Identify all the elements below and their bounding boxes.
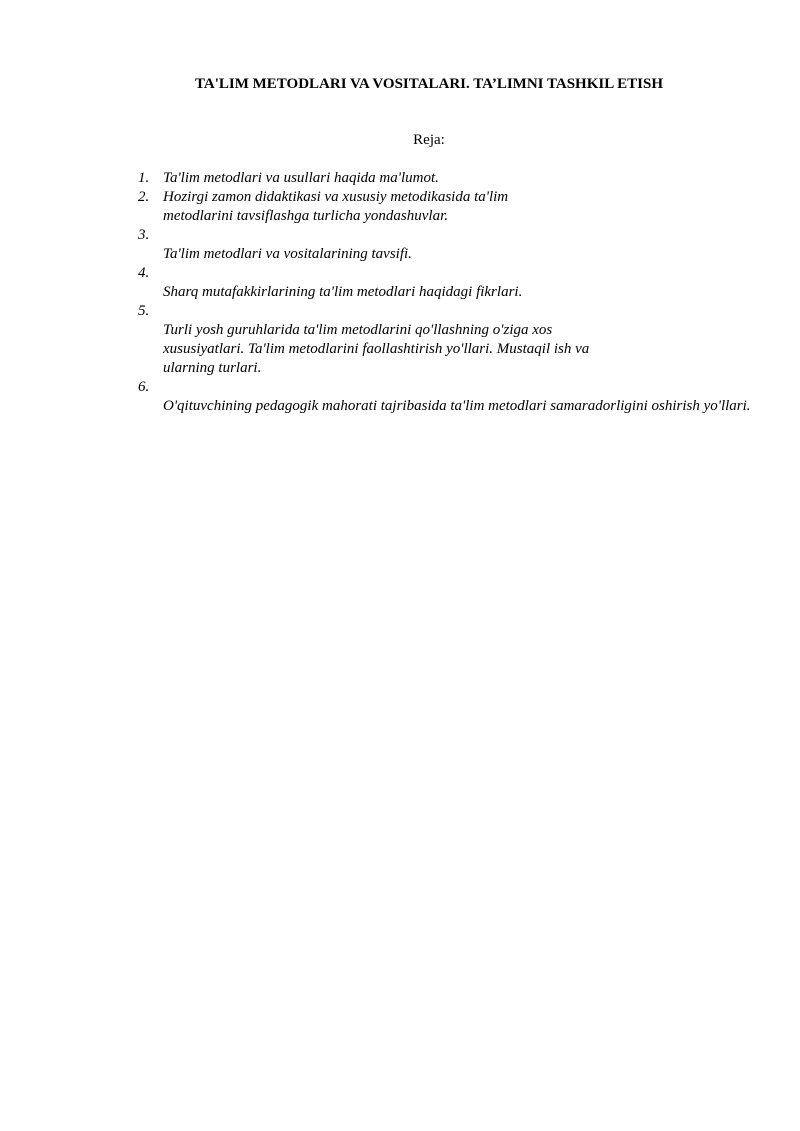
plan-list xyxy=(138,169,758,416)
list-item-text: O'qituvchining pedagogik mahorati tajribasida ta'lim metodlari samaradorligini oshirish yo'llari. xyxy=(163,398,751,414)
list-item-number: 2. xyxy=(138,189,150,205)
list-item-number: 4. xyxy=(138,265,150,281)
plan-heading: Reja: xyxy=(413,132,445,148)
list-item-number: 3. xyxy=(138,227,150,243)
list-item xyxy=(138,264,758,302)
list-item-text: Turli yosh guruhlarida ta'lim metodlarini qo'llashning o'ziga xos xususiyatlari. Ta'lim metodlarini faollashtirish yo'llari. Mustaqil ish va ularning turlari. xyxy=(163,322,590,376)
list-item xyxy=(138,169,758,188)
list-item-text: Sharq mutafakkirlarining ta'lim metodlari haqidagi fikrlari. xyxy=(163,284,523,300)
list-item-text: Hozirgi zamon didaktikasi va xususiy metodikasida ta'lim metodlarini tavsiflashga turlicha yondashuvlar. xyxy=(163,189,509,224)
list-item xyxy=(138,378,758,416)
document-title: TA'LIM METODLARI VA VOSITALARI. TA’LIMNI TASHKIL ETISH xyxy=(194,76,664,92)
list-item xyxy=(138,226,758,264)
list-item xyxy=(138,188,758,226)
list-item xyxy=(138,302,758,378)
list-item-text: Ta'lim metodlari va vositalarining tavsifi. xyxy=(163,246,412,262)
list-item-text: Ta'lim metodlari va usullari haqida ma'lumot. xyxy=(163,170,439,186)
list-item-number: 1. xyxy=(138,170,150,186)
list-item-number: 6. xyxy=(138,379,150,395)
list-item-number: 5. xyxy=(138,303,150,319)
